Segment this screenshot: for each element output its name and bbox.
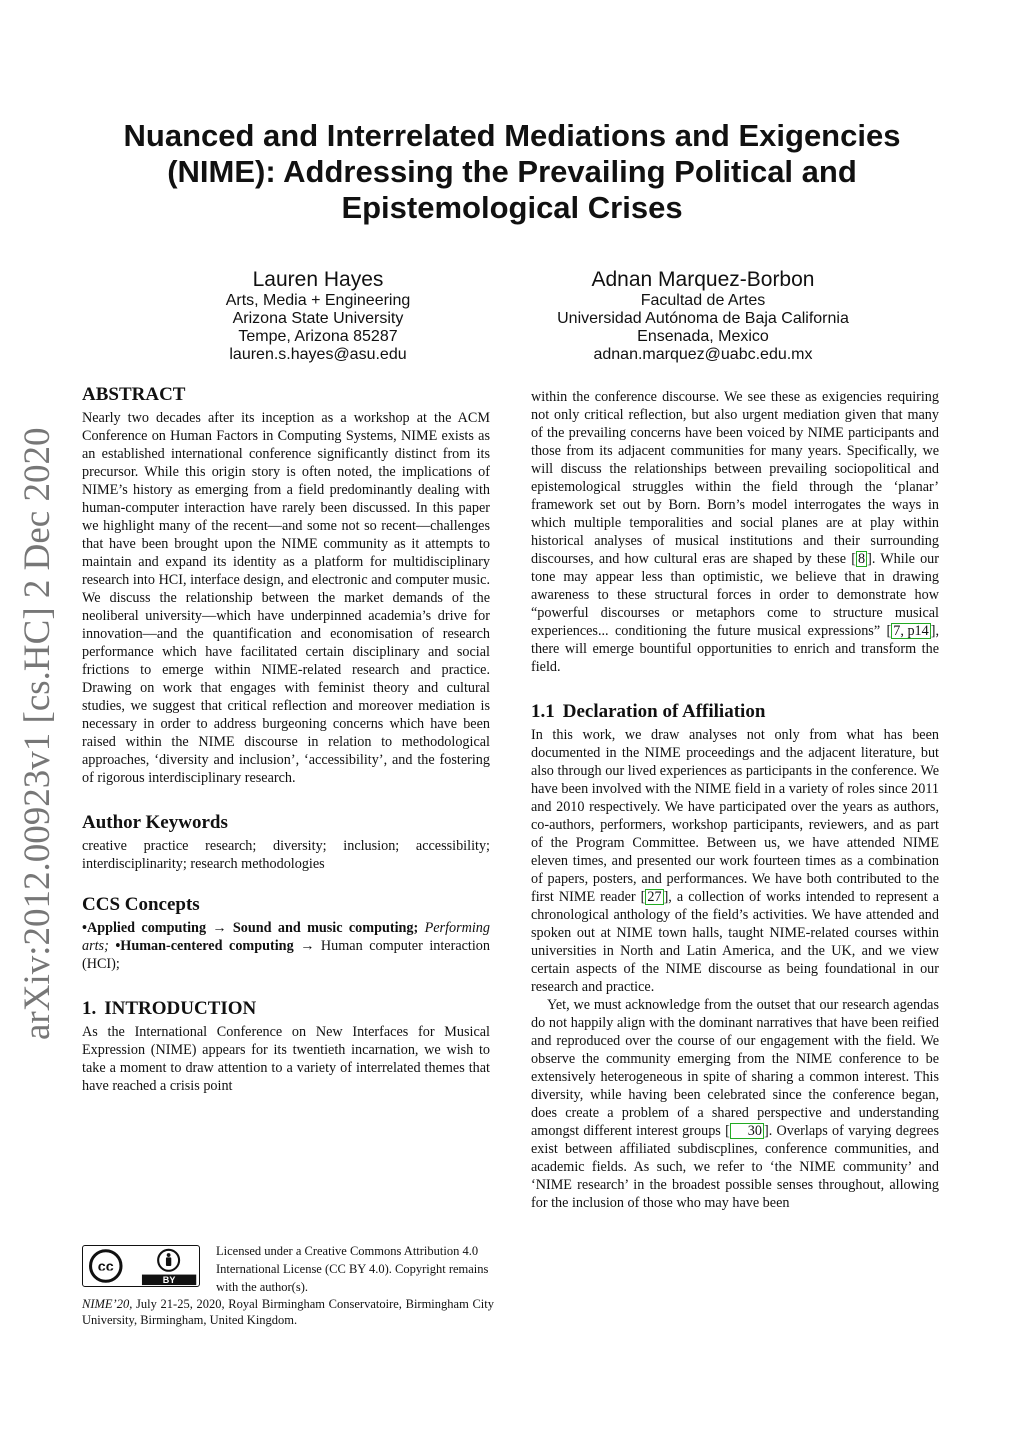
affiliation-text-part: , a collection of works intended to represent a chronological anthology of the field’s activities. We have attended and spoken out at NIME town halls, taught NIME-related courses within universities in North and Latin America, and the UK, and we view certain aspects of the NIME discourse as being foundational in our research and practice. <box>531 889 939 995</box>
ccs-human-centered: •Human-centered computing <box>115 938 294 954</box>
section-number: 1. <box>82 998 97 1019</box>
license-text: Licensed under a Creative Commons Attribution 4.0 International License (CC BY 4.0). Copyright remains with the author(s). <box>216 1244 489 1294</box>
author-block-1 <box>168 268 468 364</box>
left-column <box>82 383 490 1095</box>
ccs-performing-arts: Performing arts; <box>82 920 490 954</box>
paper-title: Nuanced and Interrelated Mediations and Exigencies (NIME): Addressing the Prevailing Political and Epistemological Crises <box>123 118 901 225</box>
affiliation-text-part: Yet, we must acknowledge from the outset that our research agendas do not happily align with the dominant narratives that have been reified and reproduced over the course of our engagement with the field. We observe the community emerging from the NIME conference to be extensively heterogeneous in spite of sharing a common interest. This diversity, while having been celebrated since the conference began, does create a problem of a shared perspective and understanding amongst different interest groups <box>531 997 939 1139</box>
subsection-number: 1.1 <box>531 701 555 722</box>
ccs-hci: Human computer interaction (HCI); <box>82 938 490 972</box>
keywords-text: creative practice research; diversity; inclusion; accessibility; interdisciplinarity; research methodologies <box>82 838 490 872</box>
citation-link[interactable]: 27 <box>647 889 662 905</box>
affiliation-heading <box>531 700 939 724</box>
affiliation-paragraph-2: Yet, we must acknowledge from the outset that our research agendas do not happily align with the dominant narratives that have been reified and reproduced over the course of our engagement with the field. We observe the community emerging from the NIME conference to be extensively heterogeneous in spite of sharing a common interest. This diversity, while having been celebrated since the conference began, does create a problem of a shared perspective and understanding amongst different interest groups [ 30 ]. Overlaps of varying degrees exist between affiliated subdiscplines, conference communities, and academic fields. As such, we refer to ‘the NIME community’ and ‘NIME research’ in the broadest possible senses throughout, allowing for the inclusion of those who may have been <box>531 997 939 1211</box>
author-name: Adnan Marquez-Borbon <box>591 268 815 291</box>
ccs-sound-music: Sound and music computing; <box>232 920 419 936</box>
keywords-heading: Author Keywords <box>82 812 228 833</box>
author-name: Lauren Hayes <box>252 268 384 291</box>
ccs-heading: CCS Concepts <box>82 894 200 915</box>
venue-details: July 21-25, 2020, Royal Birmingham Conservatoire, Birmingham City University, Birmingham, United Kingdom. <box>82 1297 494 1327</box>
cc-label: cc <box>97 1258 114 1275</box>
introduction-paragraph-continued: within the conference discourse. We see these as exigencies requiring not only critical reflection, but also urgent mediation given that many of the prevailing concerns have been voiced by NIME participants and those from its adjacent communities for many years. Specifically, we will discuss the relationships between prevailing sociopolitical and epistemological struggles within the field through the ‘planar’ framework set out by Born. Born’s model interrogates the ways in which multiple temporalities and social planes are at play within historical analyses of musical institutions and their surrounding discourses, and how cultural eras are shaped by these [ 8 ]. While our tone may appear less than optimistic, we believe that in drawing awareness to these structural forces in order to demonstrate how “powerful discourses or metaphors come to structure musical experiences... conditioning the future musical expressions” [ 7, p14 ], there will emerge bountiful opportunities to enrich and transform the field. <box>531 389 940 675</box>
affiliation-text-part: . Overlaps of varying degrees exist between affiliated subdiscplines, conference communities, and academic fields. As such, we refer to ‘the NIME community’ and ‘NIME research’ in the broadest possible senses throughout, allowing for the inclusion of those who may have been <box>531 1123 939 1211</box>
affiliation-paragraph-1: In this work, we draw analyses not only from what has been documented in the NIME proceedings and the adjacent literature, but also through our lived experiences as participants in the conference. We have been involved with the NIME field in a variety of roles since 2011 and 2010 respectively. We have participated over the years as authors, co-authors, performers, workshop participants, reviewers, and as part of the Program Committee. Between us, we have attended NIME eleven times, and presented our work fourteen times as a combination of papers, posters, and performances. We have both contributed to the first NIME reader [ 27 ], a collection of works intended to represent a chronological anthology of the field’s activities. We have attended and spoken out at NIME town halls, taught NIME-related courses within universities in North and Latin America, and the UK, and we view certain aspects of the NIME discourse as being foundational in our research and practice. <box>531 727 939 995</box>
citation-link[interactable]: 30 <box>730 1123 764 1139</box>
author-department: Facultad de Artes <box>640 292 766 309</box>
intro-text-part: within the conference discourse. We see these as exigencies requiring not only critical reflection, but also urgent mediation given that many of the prevailing concerns have been voiced by NIME participants and those from its adjacent communities for many years. Specifically, we will discuss the relationships between prevailing sociopolitical and epistemological struggles within the field through the ‘planar’ framework set out by Born. Born’s model interrogates the ways in which multiple temporalities and social planes are at play within historical analyses of musical institutions and their surrounding discourses, and how cultural eras are shaped by these <box>531 389 939 567</box>
author-institution: Arizona State University <box>232 310 404 327</box>
abstract-heading: ABSTRACT <box>82 384 186 405</box>
intro-text-part: . While our tone may appear less than optimistic, we believe that in drawing awareness to these structural forces in order to demonstrate how “powerful discourses or metaphors come to structure musical experiences... conditioning the future musical expressions” <box>531 551 940 639</box>
citation-link[interactable]: 8 <box>857 551 866 567</box>
arrow-icon: → <box>212 920 227 936</box>
abstract-text: Nearly two decades after its inception as a workshop at the ACM Conference on Human Factors in Computing Systems, NIME exists as an established international conference significantly distinct from its precursor. While this origin story is often noted, the implications of NIME’s history as emerging from a field predominantly dealing with human-computer interaction have rarely been discussed. In this paper we highlight many of the recent—and some not so recent—challenges that have been brought upon the NIME community as it attempts to maintain and expand its identity as a platform for multidisciplinary research into HCI, interface design, and electronic and computer music. We discuss the relationship between the market demands of the neoliberal university—which have underpinned academia’s drive for innovation—and the quantification and economisation of research performance which have facilitated certain disciplinary and social frictions to emerge within NIME-related research and practice. Drawing on work that engages with feminist theory and cultural studies, we suggest that critical reflection and moreover mediation is necessary in order to address burgeoning concerns which have been raised within the NIME discourse in relation to methodological approaches, ‘diversity and inclusion’, ‘accessibility’, and the fostering of rigorous interdisciplinary research. <box>82 410 490 786</box>
ccs-applied-computing: •Applied computing <box>82 920 207 936</box>
introduction-heading <box>82 997 490 1021</box>
affiliation-text-part: In this work, we draw analyses not only from what has been documented in the NIME proceedings and the adjacent literature, but also through our lived experiences as participants in the conference. We have been involved with the NIME field in a variety of roles since 2011 and 2010 respectively. We have participated over the years as authors, co-authors, performers, workshop participants, reviewers, and as part of the Program Committee. Between us, we have attended NIME eleven times, and presented our work fourteen times as a combination of papers, posters, and performances. We have both contributed to the first NIME reader <box>531 727 939 905</box>
author-block-2 <box>528 268 878 364</box>
citation-link[interactable]: 7, p14 <box>893 623 929 639</box>
cc-by-license-icon <box>82 1245 200 1287</box>
right-column <box>531 388 939 1212</box>
venue-name: NIME’20, <box>82 1297 133 1311</box>
cc-by-label: BY <box>162 1275 176 1286</box>
author-location: Tempe, Arizona 85287 <box>238 328 398 345</box>
author-email[interactable]: lauren.s.hayes@asu.edu <box>229 346 407 363</box>
arxiv-identifier: arXiv:2012.00923v1 [cs.HC] 2 Dec 2020 <box>17 427 58 1040</box>
author-email[interactable]: adnan.marquez@uabc.edu.mx <box>593 346 813 363</box>
author-location: Ensenada, Mexico <box>637 328 769 345</box>
venue-info <box>82 1296 494 1328</box>
introduction-paragraph: As the International Conference on New Interfaces for Musical Expression (NIME) appears for its twentieth incarnation, we wish to take a moment to draw attention to a variety of interrelated themes that have reached a crisis point <box>82 1024 490 1094</box>
ccs-text <box>82 919 490 973</box>
section-title: INTRODUCTION <box>104 998 257 1019</box>
intro-text-part: , there will emerge bountiful opportunities to enrich and transform the field. <box>531 623 939 675</box>
arrow-icon: → <box>300 938 315 954</box>
subsection-title: Declaration of Affiliation <box>562 701 766 722</box>
author-department: Arts, Media + Engineering <box>225 292 411 309</box>
author-institution: Universidad Autónoma de Baja California <box>557 310 849 327</box>
